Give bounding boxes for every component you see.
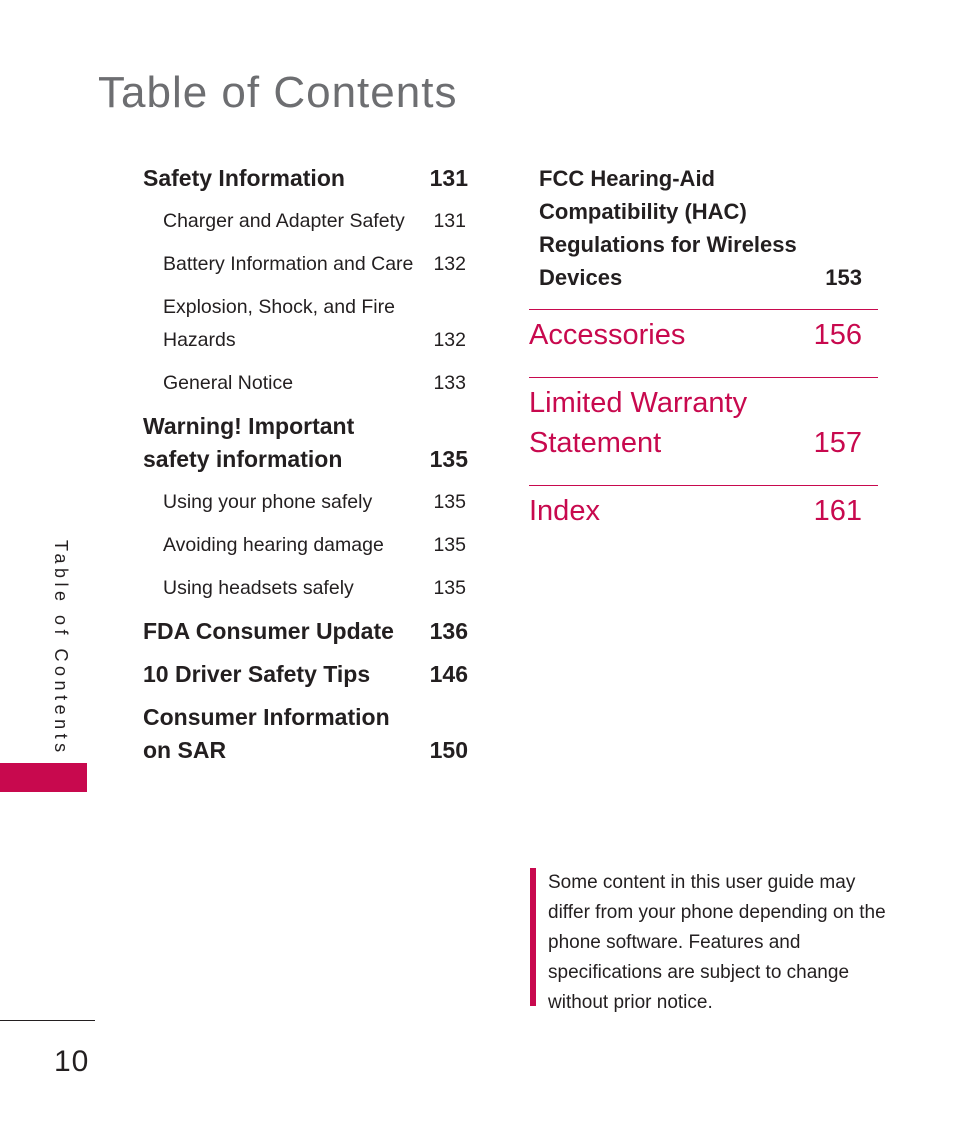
toc-entry-title: Using your phone safely bbox=[163, 491, 373, 513]
toc-entry-title: Battery Information and Care bbox=[163, 253, 414, 275]
toc-entry-charger-adapter-safety[interactable] bbox=[163, 205, 468, 238]
toc-entry-page: 132 bbox=[433, 329, 466, 351]
toc-entry-page: 156 bbox=[813, 319, 862, 351]
toc-entry-using-headsets-safely[interactable] bbox=[163, 572, 468, 605]
toc-entry-page: 131 bbox=[433, 210, 466, 232]
toc-entry-page: 131 bbox=[429, 165, 468, 191]
toc-entry-title: General Notice bbox=[163, 372, 294, 394]
toc-entry-title: Using headsets safely bbox=[163, 577, 354, 599]
toc-entry-page: 161 bbox=[813, 495, 862, 527]
toc-entry-page: 150 bbox=[429, 737, 468, 763]
toc-entry-using-phone-safely[interactable] bbox=[163, 486, 468, 519]
toc-entry-page: 135 bbox=[433, 491, 466, 513]
toc-entry-limited-warranty[interactable] bbox=[529, 377, 878, 485]
toc-entry-general-notice[interactable] bbox=[163, 367, 468, 400]
toc-entry-page: 135 bbox=[429, 446, 468, 472]
toc-entry-page: 135 bbox=[433, 577, 466, 599]
toc-entry-consumer-information-sar[interactable] bbox=[143, 701, 468, 767]
toc-entry-page: 132 bbox=[433, 253, 466, 275]
toc-entry-page: 153 bbox=[825, 265, 862, 290]
toc-entry-page: 136 bbox=[429, 618, 468, 644]
toc-entry-page: 157 bbox=[813, 427, 862, 459]
page-title: Table of Contents bbox=[98, 68, 458, 117]
toc-entry-title: Limited Warranty Statement bbox=[529, 387, 748, 459]
toc-entry-title: Consumer Information on SAR bbox=[143, 704, 390, 763]
content-notice bbox=[530, 868, 898, 1013]
toc-entry-title: Warning! Important safety information bbox=[143, 413, 355, 472]
toc-entry-accessories[interactable] bbox=[529, 309, 878, 377]
toc-entry-battery-information[interactable] bbox=[163, 248, 468, 281]
toc-entry-safety-information[interactable] bbox=[143, 162, 468, 195]
sidebar-section-label: Table of Contents bbox=[51, 540, 71, 757]
toc-entry-title: Explosion, Shock, and Fire Hazards bbox=[163, 296, 395, 351]
toc-entry-title: Avoiding hearing damage bbox=[163, 534, 384, 556]
toc-entry-title: Safety Information bbox=[143, 165, 345, 191]
toc-entry-index[interactable] bbox=[529, 485, 878, 531]
toc-entry-title: Accessories bbox=[529, 319, 686, 351]
toc-right-column bbox=[529, 162, 878, 531]
footer-rule bbox=[0, 1020, 95, 1021]
toc-entry-page: 135 bbox=[433, 534, 466, 556]
toc-entry-fda-consumer-update[interactable] bbox=[143, 615, 468, 648]
toc-entry-fcc-hac[interactable] bbox=[539, 162, 878, 309]
toc-entry-explosion-shock-fire[interactable] bbox=[163, 291, 466, 357]
toc-entry-page: 146 bbox=[429, 661, 468, 687]
toc-entry-title: Charger and Adapter Safety bbox=[163, 210, 405, 232]
page-number: 10 bbox=[54, 1045, 90, 1078]
toc-entry-title: 10 Driver Safety Tips bbox=[143, 661, 371, 687]
toc-left-column bbox=[143, 162, 468, 777]
toc-entry-warning-important-safety[interactable] bbox=[143, 410, 468, 476]
sidebar-tab-marker bbox=[0, 763, 87, 792]
toc-entry-title: FCC Hearing-Aid Compatibility (HAC) Regulations for Wireless Devices bbox=[539, 166, 797, 290]
notice-text: Some content in this user guide may differ from your phone depending on the phone software. Features and specifications are subject to change without prior notice. bbox=[548, 872, 886, 1013]
toc-entry-title: FDA Consumer Update bbox=[143, 618, 394, 644]
toc-entry-avoiding-hearing-damage[interactable] bbox=[163, 529, 468, 562]
toc-entry-driver-safety-tips[interactable] bbox=[143, 658, 468, 691]
toc-entry-page: 133 bbox=[433, 372, 466, 394]
toc-entry-title: Index bbox=[529, 495, 600, 527]
